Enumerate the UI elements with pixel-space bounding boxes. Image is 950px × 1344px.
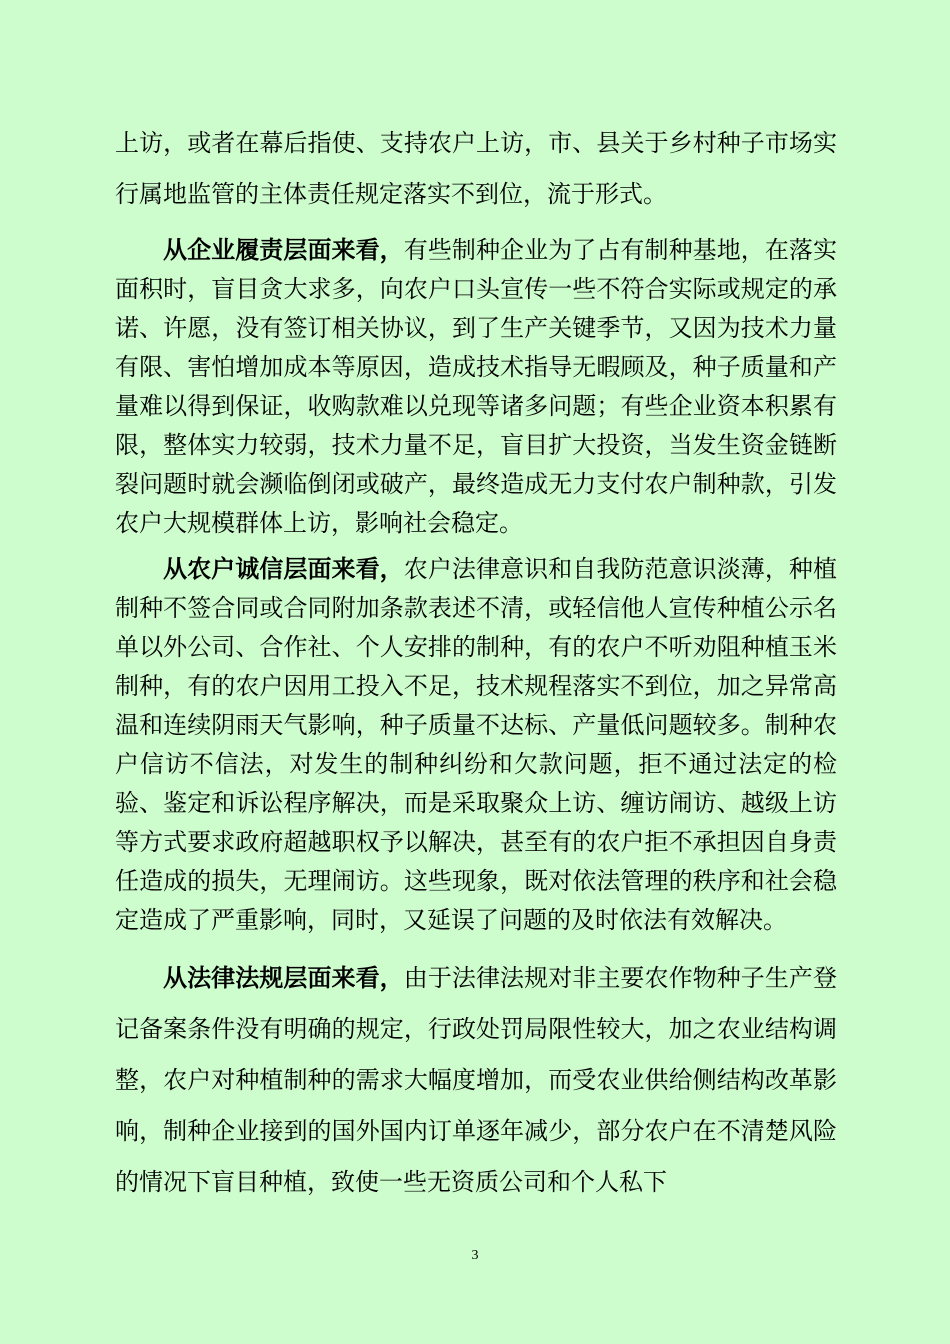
paragraph-text: 由于法律法规对非主要农作物种子生产登记备案条件没有明确的规定，行政处罚局限性较大，加之农业结构调整，农户对种植制种的需求大幅度增加，而受农业供给侧结构改革影响，制种企业接到的国外国内订单逐年减少，部分农户在不清楚风险的情况下盲目种植，致使一些无资质公司和个人私下 <box>115 964 838 1196</box>
paragraph-lead-heading: 从法律法规层面来看， <box>163 963 404 992</box>
paragraph-laws-regulations <box>115 952 837 1208</box>
paragraph-lead-heading: 从农户诚信层面来看， <box>163 554 404 583</box>
paragraph-enterprise-responsibility <box>115 230 837 543</box>
paragraph-farmer-integrity <box>115 549 837 940</box>
paragraph-text: 上访，或者在幕后指使、支持农户上访，市、县关于乡村种子市场实行属地监管的主体责任规定落实不到位，流于形式。 <box>115 129 837 208</box>
paragraph-text: 农户法律意识和自我防范意识淡薄，种植制种不签合同或合同附加条款表述不清，或轻信他人宣传种植公示名单以外公司、合作社、个人安排的制种，有的农户不听劝阻种植玉米制种，有的农户因用工投入不足，技术规程落实不到位，加之异常高温和连续阴雨天气影响，种子质量不达标、产量低问题较多。制种农户信访不信法，对发生的制种纠纷和欠款问题，拒不通过法定的检验、鉴定和诉讼程序解决，而是采取聚众上访、缠访闹访、越级上访等方式要求政府超越职权予以解决，甚至有的农户拒不承担因自身责任造成的损失，无理闹访。这些现象，既对依法管理的秩序和社会稳定造成了严重影响，同时，又延误了问题的及时依法有效解决。 <box>115 555 838 934</box>
paragraph-text: 有些制种企业为了占有制种基地，在落实面积时，盲目贪大求多，向农户口头宣传一些不符合实际或规定的承诺、许愿，没有签订相关协议，到了生产关键季节，又因为技术力量有限、害怕增加成本等原因，造成技术指导无暇顾及，种子质量和产量难以得到保证，收购款难以兑现等诸多问题；有些企业资本积累有限，整体实力较弱，技术力量不足，盲目扩大投资，当发生资金链断裂问题时就会濒临倒闭或破产，最终造成无力支付农户制种款，引发农户大规模群体上访，影响社会稳定。 <box>115 236 838 537</box>
document-body <box>115 118 837 1208</box>
page-number: 3 <box>471 1248 479 1263</box>
paragraph-continuation <box>115 118 837 220</box>
paragraph-lead-heading: 从企业履责层面来看， <box>163 235 404 264</box>
